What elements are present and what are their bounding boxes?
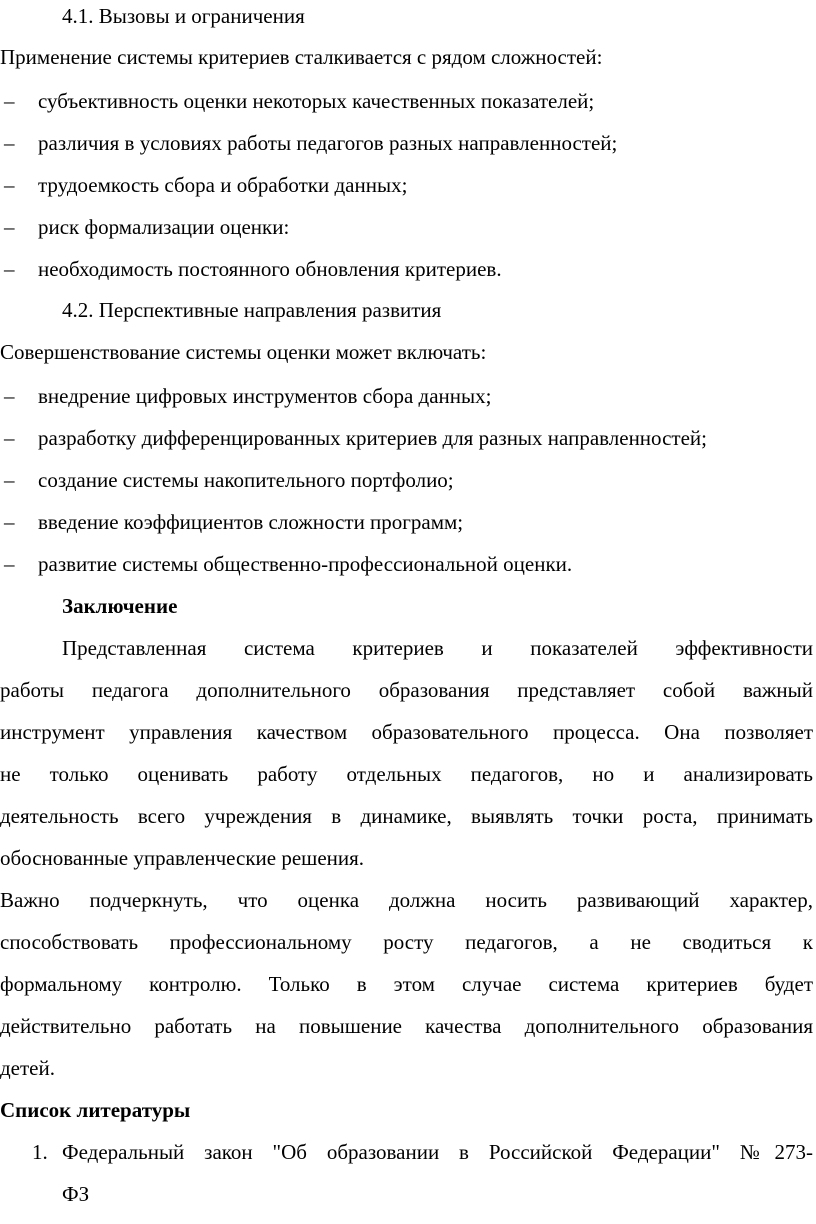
conclusion-heading: Заключение [62, 594, 178, 618]
dash-bullet: – [4, 510, 15, 534]
dash-bullet: – [4, 173, 15, 197]
conclusion-paragraph-line: Важно подчеркнуть, что оценка должна носить развивающий характер, [0, 888, 813, 912]
conclusion-paragraph-line: деятельность всего учреждения в динамике, выявлять точки роста, принимать [0, 804, 813, 828]
conclusion-paragraph-line: не только оценивать работу отдельных педагогов, но и анализировать [0, 762, 813, 786]
reference-text-continuation: ФЗ [62, 1182, 90, 1206]
dash-bullet: – [4, 552, 15, 576]
dash-bullet: – [4, 426, 15, 450]
conclusion-paragraph-line: обоснованные управленческие решения. [0, 846, 365, 870]
reference-text: Федеральный закон "Об образовании в Российской Федерации" №273- [62, 1140, 813, 1164]
conclusion-paragraph-line: инструмент управления качеством образовательного процесса. Она позволяет [0, 720, 813, 744]
conclusion-paragraph-line: способствовать профессиональному росту педагогов, а не сводиться к [0, 930, 813, 954]
dash-bullet: – [4, 215, 15, 239]
reference-number: 1. [32, 1140, 48, 1164]
document-page: 4.1. Вызовы и ограничения Применение системы критериев сталкивается с рядом сложностей: – субъективность оценки некоторых качественных показателей; – различия в условиях работы педагогов разных направленностей; – трудоемкость сбора и обработки данных; – риск формализации оценки: – необходимость постоянного обновления критериев. 4.2. Перспективные направления развития Совершенствование системы оценки может включать: – внедрение цифровых инструментов сбора данных; – разработку дифференцированных критериев для разных направленностей; – создание системы накопительного портфолио; – введение коэффициентов сложности программ; – развитие системы общественно-профессиональной оценки. Заключение Представленная система критериев и показателей эффективности работы педагога дополнительного образования представляет собой важный инструмент управления качеством образовательного процесса. Она позволяет не только оценивать работу отдельных педагогов, но и анализировать деятельность всего учреждения в динамике, выявлять точки роста, принимать обоснованные управленческие решения. Важно подчеркнуть, что оценка должна носить развивающий характер, способствовать профессиональному росту педагогов, а не сводиться к формальному контролю. Только в этом случае система критериев будет действительно работать на повышение качества дополнительного образования детей. Список литературы 1. Федеральный закон "Об образовании в Российской Федерации" №273- ФЗ [0, 4, 813, 1206]
conclusion-paragraph-line: работы педагога дополнительного образования представляет собой важный [0, 678, 813, 702]
section-4-1-intro: Применение системы критериев сталкивается с рядом сложностей: [0, 45, 603, 69]
dash-bullet: – [4, 89, 15, 113]
conclusion-paragraph-line: действительно работать на повышение качества дополнительного образования [0, 1014, 813, 1038]
references-heading: Список литературы [0, 1098, 191, 1122]
dash-bullet: – [4, 468, 15, 492]
conclusion-paragraph-line: детей. [0, 1056, 55, 1080]
conclusion-paragraph-line: формальному контролю. Только в этом случае система критериев будет [0, 972, 813, 996]
section-4-1-heading: 4.1. Вызовы и ограничения [62, 4, 305, 28]
dash-bullet: – [4, 257, 15, 281]
section-4-2-heading: 4.2. Перспективные направления развития [62, 298, 442, 322]
dash-bullet: – [4, 131, 15, 155]
conclusion-paragraph-line: Представленная система критериев и показателей эффективности [62, 636, 813, 660]
section-4-2-intro: Совершенствование системы оценки может включать: [0, 340, 487, 364]
dash-bullet: – [4, 384, 15, 408]
